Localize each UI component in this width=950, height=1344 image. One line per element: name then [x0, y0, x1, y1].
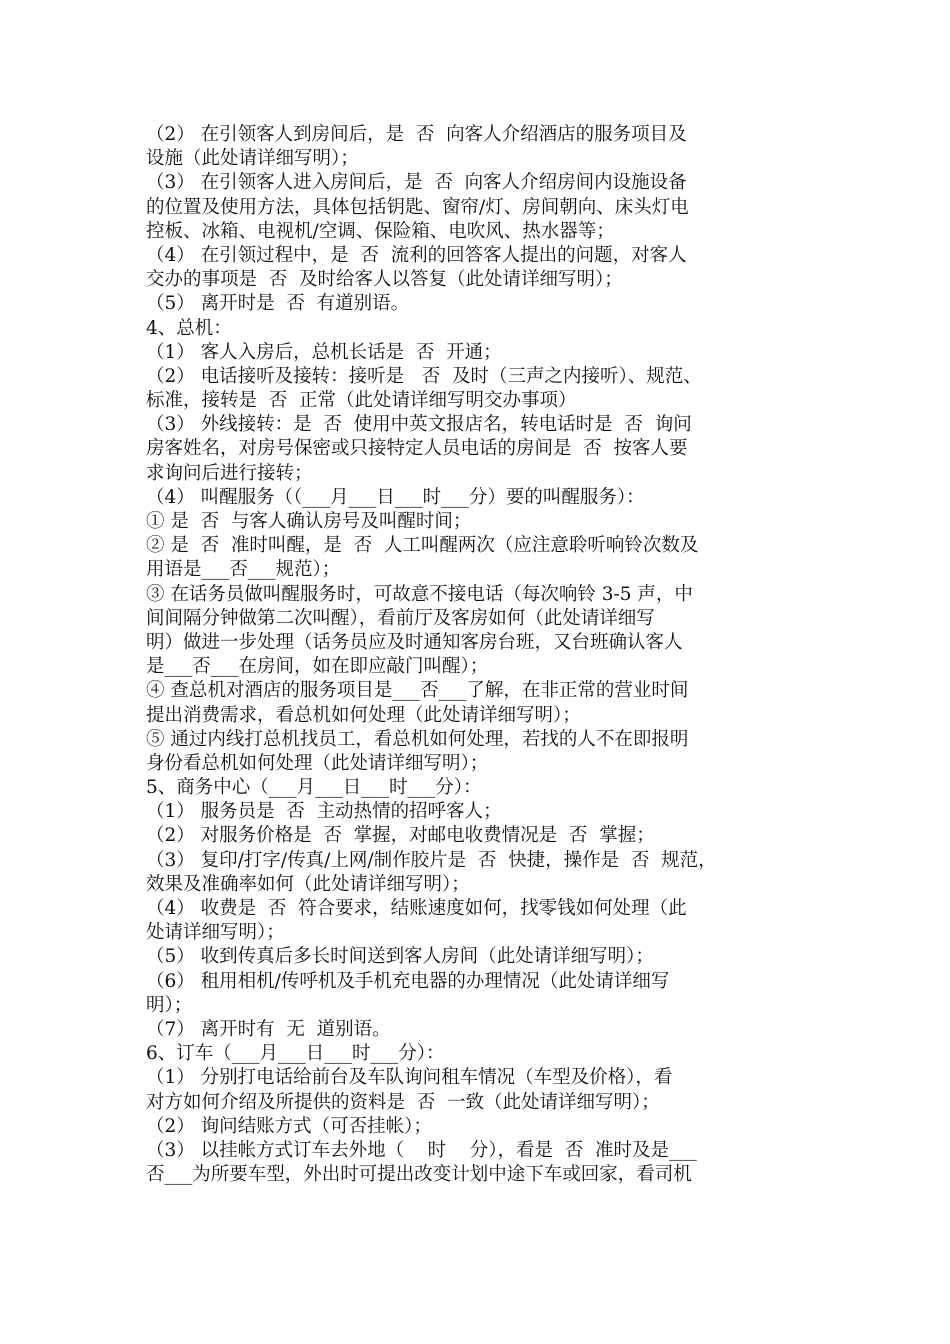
text-line: （7） 离开时有 无 道别语。: [146, 1018, 391, 1040]
text-line: （1） 客人入房后，总机长话是 否 开通；: [146, 341, 502, 363]
text-line: 是___否___在房间，如在即应敲门叫醒）；: [146, 656, 489, 678]
text-line: 对方如何介绍及所提供的资料是 否 一致（此处请详细写明）；: [146, 1091, 660, 1113]
text-line: （3） 复印/打字/传真/上网/制作胶片是 否 快捷，操作是 否 规范，: [146, 849, 717, 871]
text-line: （2） 询问结账方式（可否挂帐）；: [146, 1115, 432, 1137]
text-line: （1） 服务员是 否 主动热情的招呼客人；: [146, 801, 502, 823]
text-line: 6、订车（___月___日___时___分）：: [146, 1043, 445, 1065]
document-body: [146, 123, 816, 1187]
text-line: 效果及准确率如何（此处请详细写明）；: [146, 873, 470, 895]
text-line: 5、商务中心（___月___日___时___分）：: [146, 777, 482, 799]
text-line: （2） 在引领客人到房间后，是 否 向客人介绍酒店的服务项目及: [146, 124, 687, 145]
text-line: 的位置及使用方法，具体包括钥匙、窗帘/灯、房间朝向、床头灯电: [146, 196, 689, 218]
text-line: （3） 外线接转：是 否 使用中英文报店名，转电话时是 否 询问: [146, 414, 692, 436]
text-line: ③ 在话务员做叫醒服务时，可故意不接电话（每次响铃 3-5 声，中: [146, 583, 693, 605]
text-line: （5） 收到传真后多长时间送到客人房间（此处请详细写明）；: [146, 946, 654, 968]
text-line: （4） 收费是 否 符合要求，结账速度如何，找零钱如何处理（此: [146, 898, 687, 919]
text-line: 提出消费需求，看总机如何处理（此处请详细写明）；: [146, 704, 581, 726]
text-line: 控板、冰箱、电视机/空调、保险箱、电吹风、热水器等；: [146, 220, 615, 242]
text-line: 明）；: [146, 994, 193, 1016]
text-line: （3） 在引领客人进入房间后，是 否 向客人介绍房间内设施设备: [146, 172, 687, 194]
text-line: ⑤ 通过内线打总机找员工，看总机如何处理，若找的人不在即报明: [146, 728, 689, 750]
text-line: （6） 租用相机/传呼机及手机充电器的办理情况（此处请详细写: [146, 970, 670, 992]
text-line: （2） 对服务价格是 否 掌握，对邮电收费情况是 否 掌握；: [146, 825, 655, 847]
text-line: （3） 以挂帐方式订车去外地（ 时 分），看是 否 准时及是___: [146, 1139, 697, 1161]
text-line: （5） 离开时是 否 有道别语。: [146, 293, 410, 315]
text-line: 否___为所要车型，外出时可提出改变计划中途下车或回家，看司机: [146, 1164, 692, 1186]
text-line: 标准，接转是 否 正常（此处请详细写明交办事项）: [146, 390, 577, 412]
text-line: 设施（此处请详细写明）；: [146, 148, 359, 170]
text-line: 间间隔分钟做第二次叫醒），看前厅及客房如何（此处请详细写: [146, 607, 655, 629]
text-line: （4） 在引领过程中，是 否 流利的回答客人提出的问题，对客人: [146, 244, 687, 266]
text-line: 求询问后进行接转；: [146, 462, 313, 484]
text-line: （4） 叫醒服务（（___月___日___时___分）要的叫醒服务）：: [146, 486, 645, 508]
text-line: （2） 电话接听及接转：接听是 否 及时（三声之内接听）、规范、: [146, 365, 702, 387]
text-line: ④ 查总机对酒店的服务项目是___否___了解，在非正常的营业时间: [146, 680, 689, 702]
text-line: 4、总机：: [146, 317, 232, 339]
text-line: （1） 分别打电话给前台及车队询问租车情况（车型及价格），看: [146, 1067, 673, 1089]
text-line: 处请详细写明）；: [146, 922, 285, 944]
text-line: 明）做进一步处理（话务员应及时通知客房台班，又台班确认客人: [146, 631, 683, 653]
text-line: 房客姓名，对房号保密或只接特定人员电话的房间是 否 按客人要: [146, 438, 688, 460]
text-line: ① 是 否 与客人确认房号及叫醒时间；: [146, 511, 472, 532]
text-line: ② 是 否 准时叫醒，是 否 人工叫醒两次（应注意聆听响铃次数及: [146, 535, 699, 557]
text-line: 用语是___否___规范）；: [146, 559, 341, 581]
text-line: 交办的事项是 否 及时给客人以答复（此处请详细写明）；: [146, 269, 623, 291]
text-line: 身份看总机如何处理（此处请详细写明）；: [146, 752, 489, 774]
